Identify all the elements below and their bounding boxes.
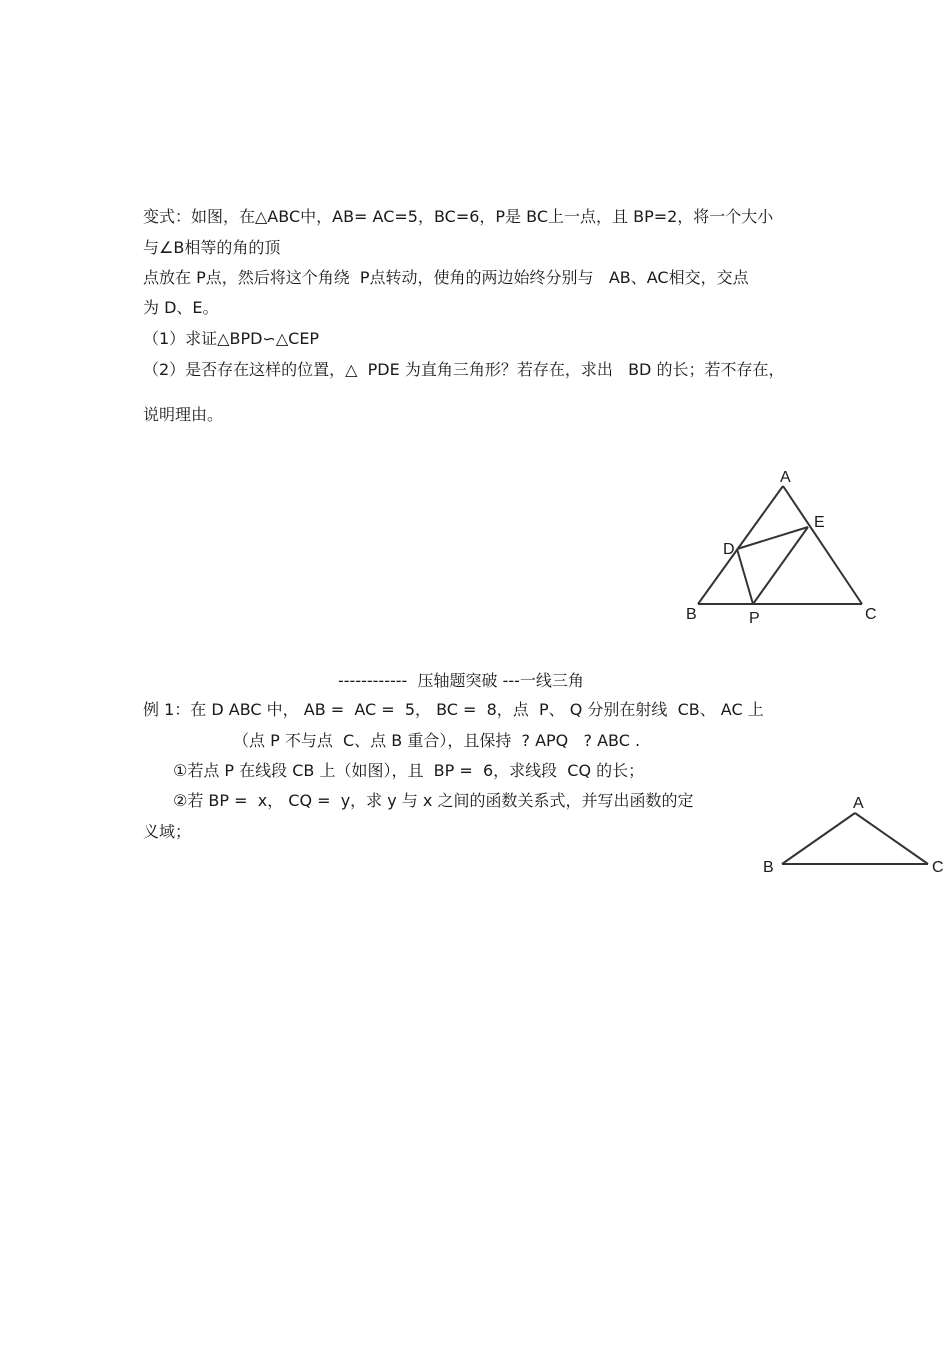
label-B: B bbox=[763, 859, 774, 876]
problem1-line3: 点放在 P点，然后将这个角绕 P点转动，使角的两边始终分别与 AB、AC相交，交点 bbox=[143, 268, 749, 287]
problem1-line1: 变式：如图，在△ABC中，AB= AC=5，BC=6，P是 BC上一点，且 BP=2，将一个大小 bbox=[143, 207, 774, 226]
example1-item2-cont: 义域； bbox=[143, 822, 192, 841]
section-title: ------------ 压轴题突破 ---一线三角 bbox=[338, 671, 584, 690]
label-E: E bbox=[814, 514, 825, 531]
problem1-question1: （1）求证△BPD∽△CEP bbox=[143, 329, 320, 348]
label-C: C bbox=[932, 859, 944, 876]
segment-AB bbox=[782, 813, 855, 864]
example1-item1: ①若点 P 在线段 CB 上（如图），且 BP = 6，求线段 CQ 的长； bbox=[173, 761, 645, 780]
problem1-question2: （2）是否存在这样的位置，△ PDE 为直角三角形？若存在，求出 BD 的长；若不存在， bbox=[143, 360, 785, 379]
label-C: C bbox=[865, 606, 877, 623]
label-P: P bbox=[749, 610, 760, 627]
problem1-question2-cont: 说明理由。 bbox=[143, 405, 224, 424]
label-B: B bbox=[686, 606, 697, 623]
label-A: A bbox=[853, 795, 864, 812]
label-A: A bbox=[780, 469, 791, 486]
label-D: D bbox=[723, 541, 735, 558]
problem1-line2: 与∠B相等的角的顶 bbox=[143, 238, 281, 257]
segment-AC bbox=[855, 813, 928, 864]
problem1-line4: 为 D、E。 bbox=[143, 298, 219, 317]
example1-line1: 例 1：在 D ABC 中， AB = AC = 5， BC = 8，点 P、 Q 分别在射线 CB、 AC 上 bbox=[143, 700, 764, 719]
example1-line2: （点 P 不与点 C、点 B 重合），且保持 ? APQ ? ABC . bbox=[233, 731, 641, 750]
example1-item2: ②若 BP = x， CQ = y，求 y 与 x 之间的函数关系式，并写出函数的定 bbox=[173, 791, 694, 810]
